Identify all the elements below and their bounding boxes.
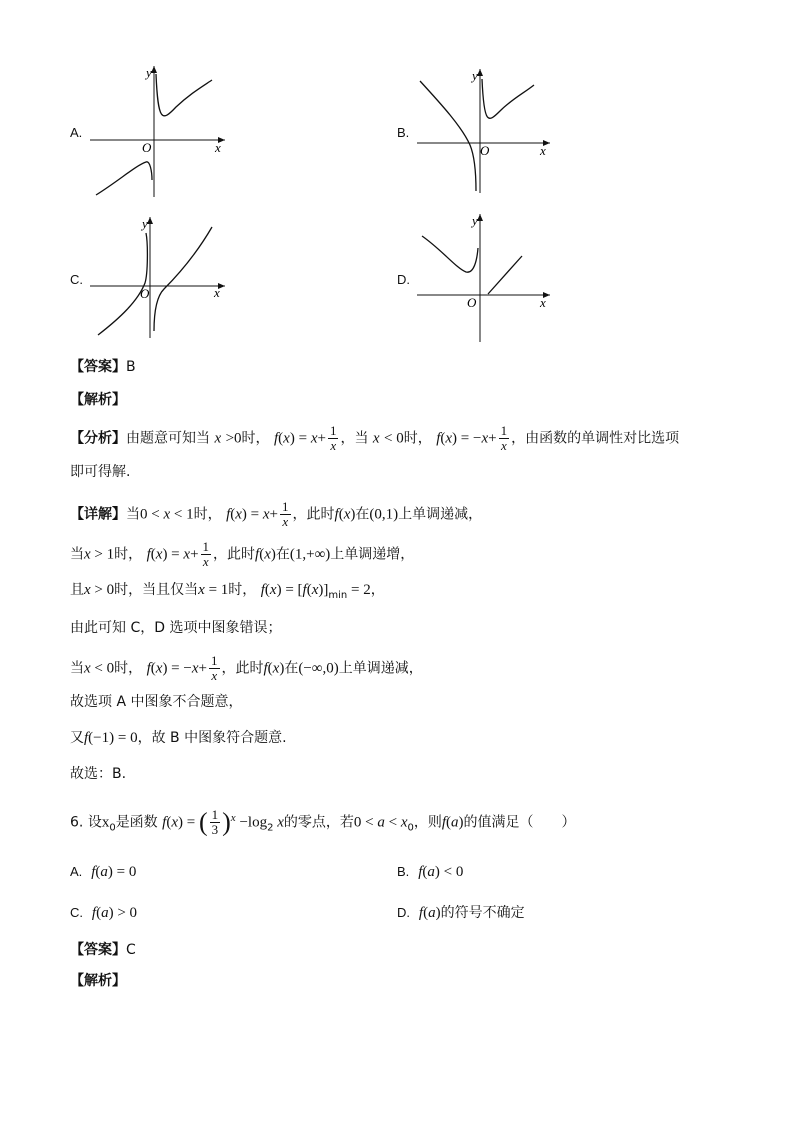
detail-l1e: 上单调递减， <box>398 506 483 523</box>
answer-6-label: 【答案】 <box>70 942 126 958</box>
detail-l7b: ，故 B 中图象符合题意. <box>137 730 287 746</box>
answer-5 <box>70 357 136 377</box>
q6-t4: ，则 <box>413 814 442 831</box>
fenxi-t3: ，当 <box>340 430 369 447</box>
detail-l5e: 上单调递减， <box>338 660 423 677</box>
detail-line-7: 又f(−1) = 0，故 B 中图象符合题意. <box>70 730 287 746</box>
graph-c-x-label: x <box>214 285 220 300</box>
q6-t5: 的值满足（ ） <box>463 814 576 831</box>
detail-l2a: 当 <box>70 546 84 563</box>
graph-a-origin: O <box>142 140 152 155</box>
graph-b <box>412 65 557 205</box>
answer-5-label: 【答案】 <box>70 359 126 375</box>
graph-b-origin: O <box>480 143 490 158</box>
detail-l3d: ， <box>370 582 385 598</box>
graph-a <box>90 62 230 202</box>
q6-option-d-text: 的符号不确定 <box>440 905 525 921</box>
fenxi-t2: 时， <box>241 430 270 447</box>
graph-d-x-label: x <box>540 295 546 310</box>
detail-l5c: ，此时 <box>221 660 264 677</box>
answer-6-value: C <box>126 942 136 958</box>
fenxi-line-2: 即可得解. <box>70 464 131 480</box>
detail-line-5: 当x < 0时， f(x) = −x+ $\frac{1}{x}$ ，此时f(x)在(−∞,0)上单调递减， <box>70 653 423 683</box>
graph-c-y-label: y <box>142 216 148 231</box>
graph-c-origin: O <box>140 286 150 301</box>
detail-line-6: 故选项 A 中图象不合题意， <box>70 694 243 710</box>
detail-line-8: 故选：B. <box>70 766 127 782</box>
q6-option-d: D. f(a)的符号不确定 <box>397 905 525 921</box>
detail-l2d: 在 <box>275 546 290 563</box>
detail-l1b: 时， <box>193 506 222 523</box>
fenxi-t5: ，由函数的单调性对比选项 <box>511 430 680 447</box>
detail-label: 【详解】 <box>70 506 126 523</box>
detail-line-3: 且x > 0时，当且仅当x = 1时， $f(x) = [f(x)]_{min} = 2$， <box>70 582 385 601</box>
option-c-label: C. <box>70 272 83 287</box>
q6-t2: 是函数 <box>115 814 158 831</box>
detail-line-4: 由此可知 C，D 选项中图象错误； <box>70 620 282 636</box>
detail-l2b: 时， <box>114 546 143 563</box>
q6-option-d-label: D. <box>397 905 410 920</box>
option-a-label: A. <box>70 125 83 140</box>
question-6: 6. 设$x_0$是函数 f(x) = ( $\frac{1}{3}$ )$^x -\log_2$ x的零点，若$0 < a < x_0$，则f(a)的值满足（ ） <box>70 807 576 838</box>
option-b-label: B. <box>397 125 410 140</box>
q6-option-c-label: C. <box>70 905 83 920</box>
fenxi-label: 【分析】 <box>70 430 126 447</box>
q6-option-c: C. f(a) > 0 <box>70 905 138 921</box>
detail-l5b: 时， <box>114 660 143 677</box>
detail-l5d: 在 <box>284 660 299 677</box>
detail-l3a: 且 <box>70 582 84 598</box>
detail-l1a: 当 <box>126 506 140 523</box>
detail-line-1: 【详解】当0 < x < 1时， f(x) = x+ $\frac{1}{x}$ ，此时f(x)在(0,1)上单调递减， <box>70 499 483 529</box>
option-d-label: D. <box>397 272 410 287</box>
graph-d <box>412 210 557 345</box>
q6-num: 6. <box>70 814 84 831</box>
graph-b-y-label: y <box>472 68 478 83</box>
q6-option-b: B. f(a) < 0 <box>397 864 464 880</box>
fenxi-line-1: 【分析】由题意可知当 x >0时， f(x) = x+ $\frac{1}{x}$ ，当 x < 0时， f(x) = −x+ $\frac{1}{x}$ ，由函数的单调性对比选项 <box>70 423 680 453</box>
detail-l2c: ，此时 <box>213 546 256 563</box>
graph-a-y-label: y <box>146 65 152 80</box>
detail-line-2: 当x > 1时， f(x) = x+ $\frac{1}{x}$ ，此时f(x)在(1,+∞)上单调递增， <box>70 539 415 569</box>
graph-c <box>90 213 230 343</box>
fenxi-t4: 时， <box>403 430 432 447</box>
q6-option-b-label: B. <box>397 864 410 879</box>
detail-l5a: 当 <box>70 660 84 677</box>
analysis-6-label: 【解析】 <box>70 973 126 989</box>
q6-t1: 设 <box>87 814 102 831</box>
fenxi-t1: 由题意可知当 <box>126 430 210 447</box>
graph-b-x-label: x <box>540 143 546 158</box>
answer-6 <box>70 940 136 960</box>
detail-l3c: 时， <box>228 582 257 598</box>
q6-option-a-label: A. <box>70 864 83 879</box>
detail-l2e: 上单调递增， <box>330 546 415 563</box>
analysis-label: 【解析】 <box>70 392 126 408</box>
graph-a-x-label: x <box>215 140 221 155</box>
detail-l7a: 又 <box>70 730 84 746</box>
graph-d-origin: O <box>467 295 477 310</box>
graph-d-y-label: y <box>472 213 478 228</box>
detail-l1d: 在 <box>355 506 370 523</box>
answer-5-value: B <box>126 359 136 375</box>
detail-l1c: ，此时 <box>292 506 335 523</box>
detail-l3b: 时，当且仅当 <box>114 582 199 598</box>
q6-option-a: A. f(a) = 0 <box>70 864 137 880</box>
q6-t3: 的零点，若 <box>283 814 354 831</box>
